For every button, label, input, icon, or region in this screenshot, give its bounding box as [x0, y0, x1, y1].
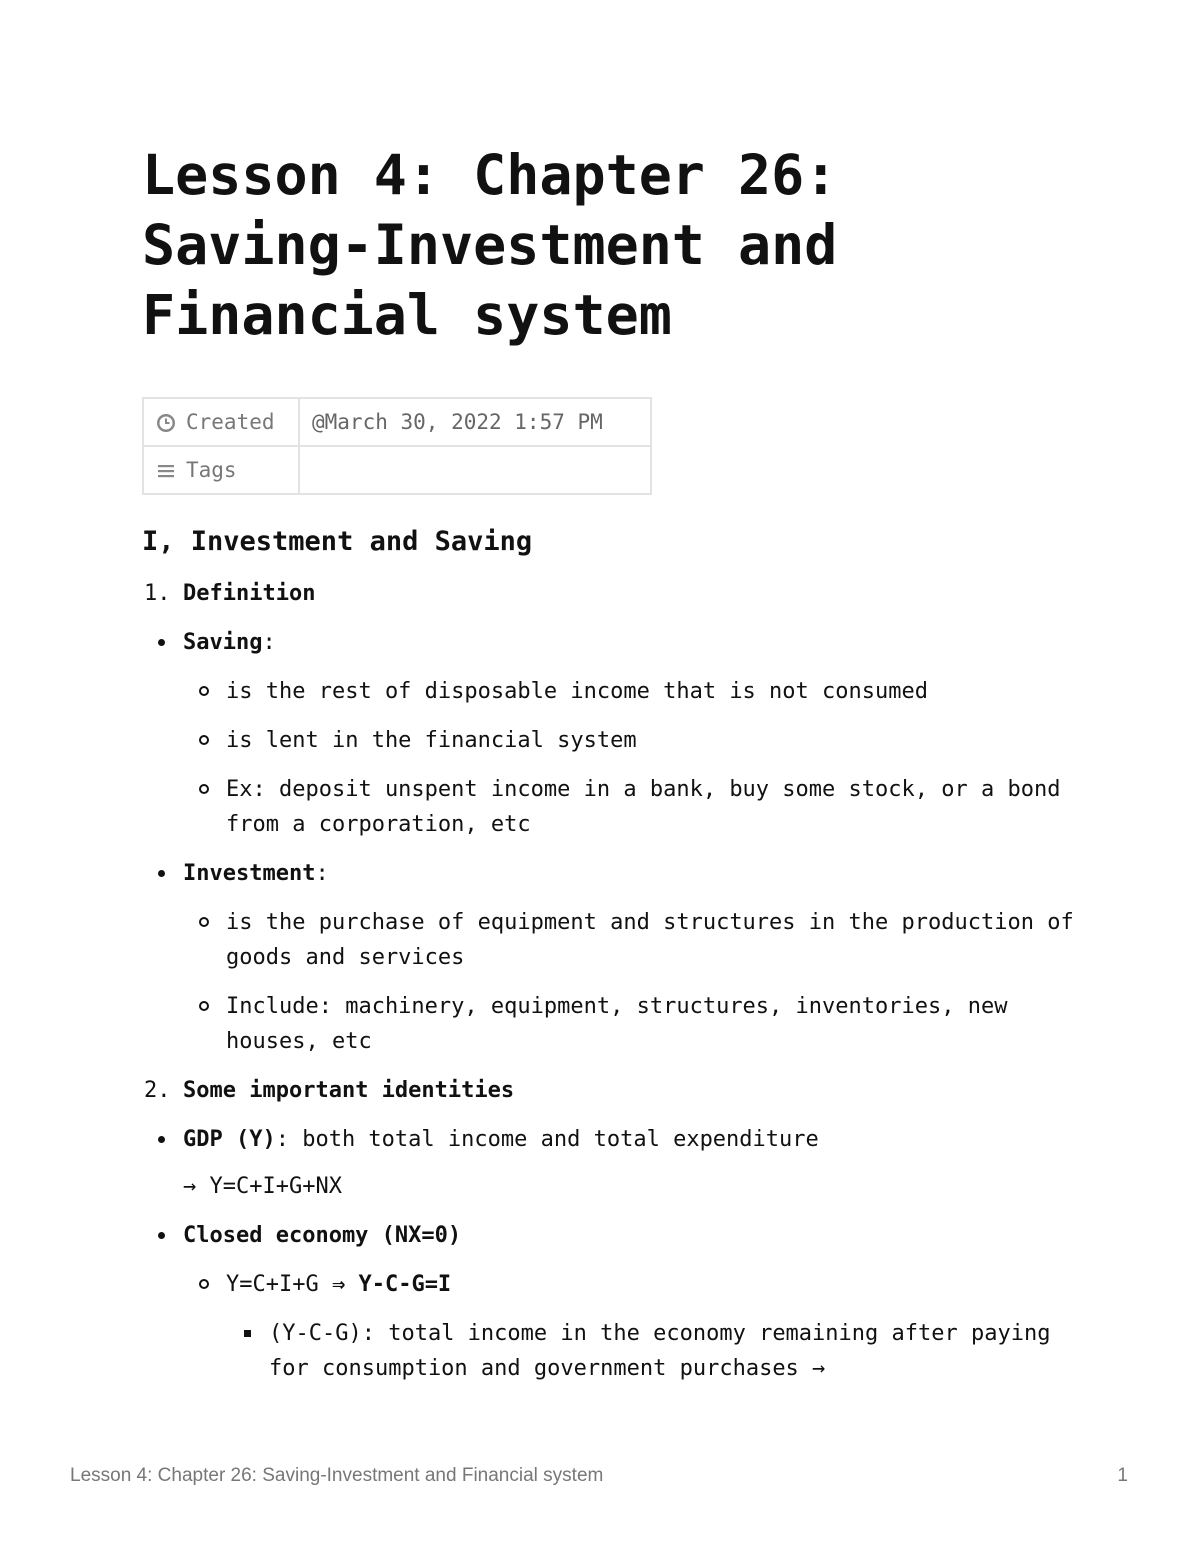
hollow-bullet-icon: [194, 1267, 214, 1302]
list-icon: [156, 461, 176, 481]
term-label: GDP (Y): [183, 1127, 276, 1152]
hollow-bullet-icon: [194, 772, 214, 807]
section-heading: I, Investment and Saving: [142, 526, 533, 557]
bullet-icon: [151, 856, 171, 891]
bullet-item-gdp: [142, 1122, 1082, 1157]
property-key-tags: [143, 446, 299, 494]
bullet-item-saving: [142, 625, 1082, 660]
bullet-icon: [151, 1122, 171, 1157]
gdp-formula: → Y=C+I+G+NX: [183, 1174, 342, 1199]
term-label: Investment: [183, 861, 316, 886]
hollow-bullet-icon: [194, 905, 214, 940]
list-item: [142, 772, 1082, 842]
list-item-text: Ex: deposit unspent income in a bank, buy some stock, or a bond from a corporation, etc: [226, 777, 1061, 837]
square-bullet-icon: [237, 1316, 257, 1351]
hollow-bullet-icon: [194, 989, 214, 1024]
numbered-item-definition: [142, 576, 1082, 611]
list-item: [142, 1316, 1082, 1386]
list-item: [142, 905, 1082, 975]
bullet-icon: [151, 1218, 171, 1253]
page-title: Lesson 4: Chapter 26: Saving-Investment and Financial system: [142, 143, 838, 347]
property-label-tags: Tags: [186, 458, 237, 482]
property-value-tags: [299, 446, 651, 494]
clock-icon: [156, 413, 176, 433]
list-item: [142, 989, 1082, 1059]
term-colon: :: [262, 630, 276, 655]
list-number: 1.: [144, 581, 171, 606]
term-text: : both total income and total expenditure: [275, 1127, 819, 1152]
formula-plain: Y=C+I+G: [226, 1272, 332, 1297]
implies-arrow-icon: ⇒: [331, 1272, 346, 1297]
numbered-item-identities: [142, 1073, 1082, 1108]
item-label: Definition: [183, 581, 316, 606]
term-label: Saving: [183, 630, 263, 655]
list-item: [142, 674, 1082, 709]
hollow-bullet-icon: [194, 674, 214, 709]
page-number: 1: [1117, 1465, 1128, 1486]
term-colon: :: [315, 861, 329, 886]
property-key-created: [143, 398, 299, 446]
list-item-text: is lent in the financial system: [226, 728, 637, 753]
item-label-part1: Some: [183, 1078, 236, 1103]
bullet-item-investment: [142, 856, 1082, 891]
list-item: [142, 1267, 1082, 1302]
document-body: [142, 520, 1082, 1386]
property-value-created: @March 30, 2022 1:57 PM: [299, 398, 651, 446]
bullet-item-closed-economy: [142, 1218, 1082, 1253]
term-label: Closed economy (NX=0): [183, 1223, 462, 1248]
hollow-bullet-icon: [194, 723, 214, 758]
bullet-icon: [151, 625, 171, 660]
property-row-tags: [143, 446, 651, 494]
list-item-text: is the purchase of equipment and structures in the production of goods and services: [226, 910, 1074, 970]
property-label-created: Created: [186, 410, 275, 434]
footer-title: Lesson 4: Chapter 26: Saving-Investment and Financial system: [70, 1465, 604, 1486]
list-item-text: is the rest of disposable income that is not consumed: [226, 679, 928, 704]
properties-table: [142, 397, 652, 495]
item-label-part2: important identities: [249, 1078, 515, 1103]
formula-bold: Y-C-G=I: [345, 1272, 452, 1297]
list-item-text: Include: machinery, equipment, structures, inventories, new houses, etc: [226, 994, 1008, 1054]
list-item-text: (Y-C-G): total income in the economy remaining after paying for consumption and government purchases →: [269, 1321, 1051, 1381]
list-number: 2.: [144, 1078, 171, 1103]
list-item: [142, 723, 1082, 758]
property-row-created: [143, 398, 651, 446]
